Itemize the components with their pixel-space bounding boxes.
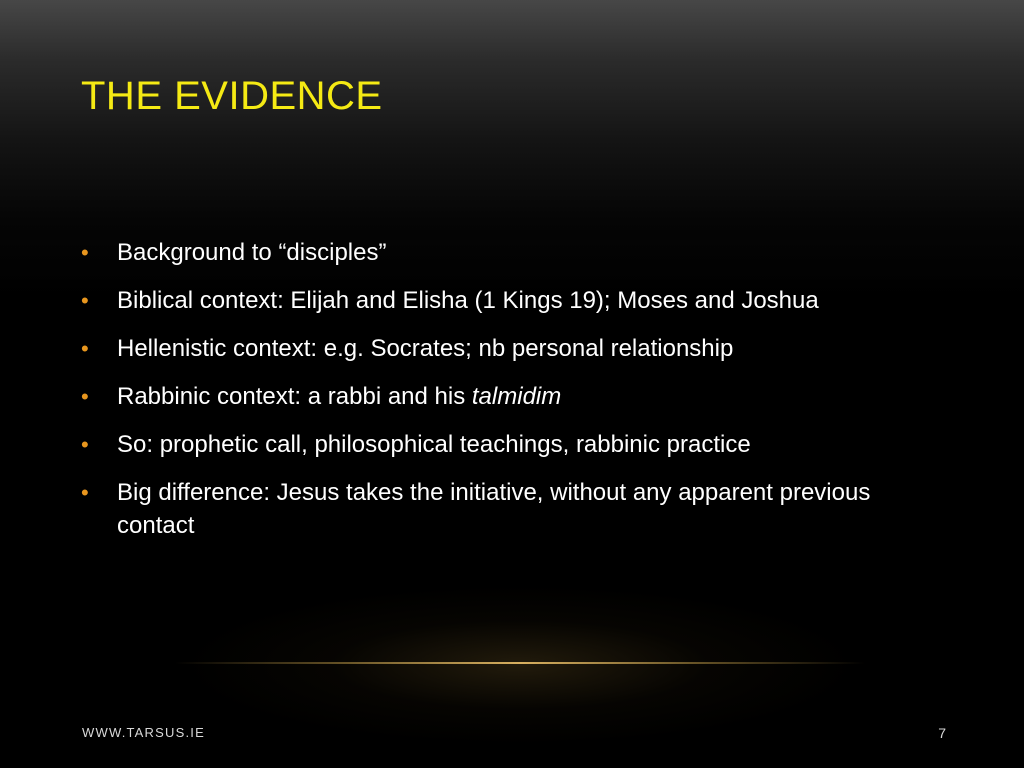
bullet-text: Biblical context: Elijah and Elisha (1 Kings 19); Moses and Joshua	[117, 287, 819, 314]
bullet-item	[81, 380, 951, 413]
bullet-text: Rabbinic context: a rabbi and his talmidim	[117, 383, 562, 410]
emphasis-text: talmidim	[471, 383, 562, 410]
bullet-text: Hellenistic context: e.g. Socrates; nb personal relationship	[117, 335, 734, 362]
bullet-text: Big difference: Jesus takes the initiative, without any apparent previous contact	[117, 479, 871, 539]
bullet-icon: •	[81, 240, 89, 265]
bullet-item	[81, 428, 951, 461]
bullet-item	[81, 236, 951, 269]
bullet-icon: •	[81, 336, 89, 361]
bullet-item	[81, 332, 951, 365]
bullet-icon: •	[81, 384, 89, 409]
bullet-text: Background to “disciples”	[117, 239, 387, 266]
bullet-icon: •	[81, 480, 89, 505]
footer-divider	[175, 662, 865, 664]
footer-url: WWW.TARSUS.IE	[82, 725, 205, 740]
bullet-item	[81, 284, 951, 317]
slide-title: THE EVIDENCE	[81, 74, 383, 118]
bullet-text: So: prophetic call, philosophical teachings, rabbinic practice	[117, 431, 751, 458]
page-number: 7	[938, 725, 946, 741]
bullet-list	[81, 236, 951, 557]
bullet-icon: •	[81, 432, 89, 457]
bullet-icon: •	[81, 288, 89, 313]
bullet-item	[81, 476, 951, 542]
